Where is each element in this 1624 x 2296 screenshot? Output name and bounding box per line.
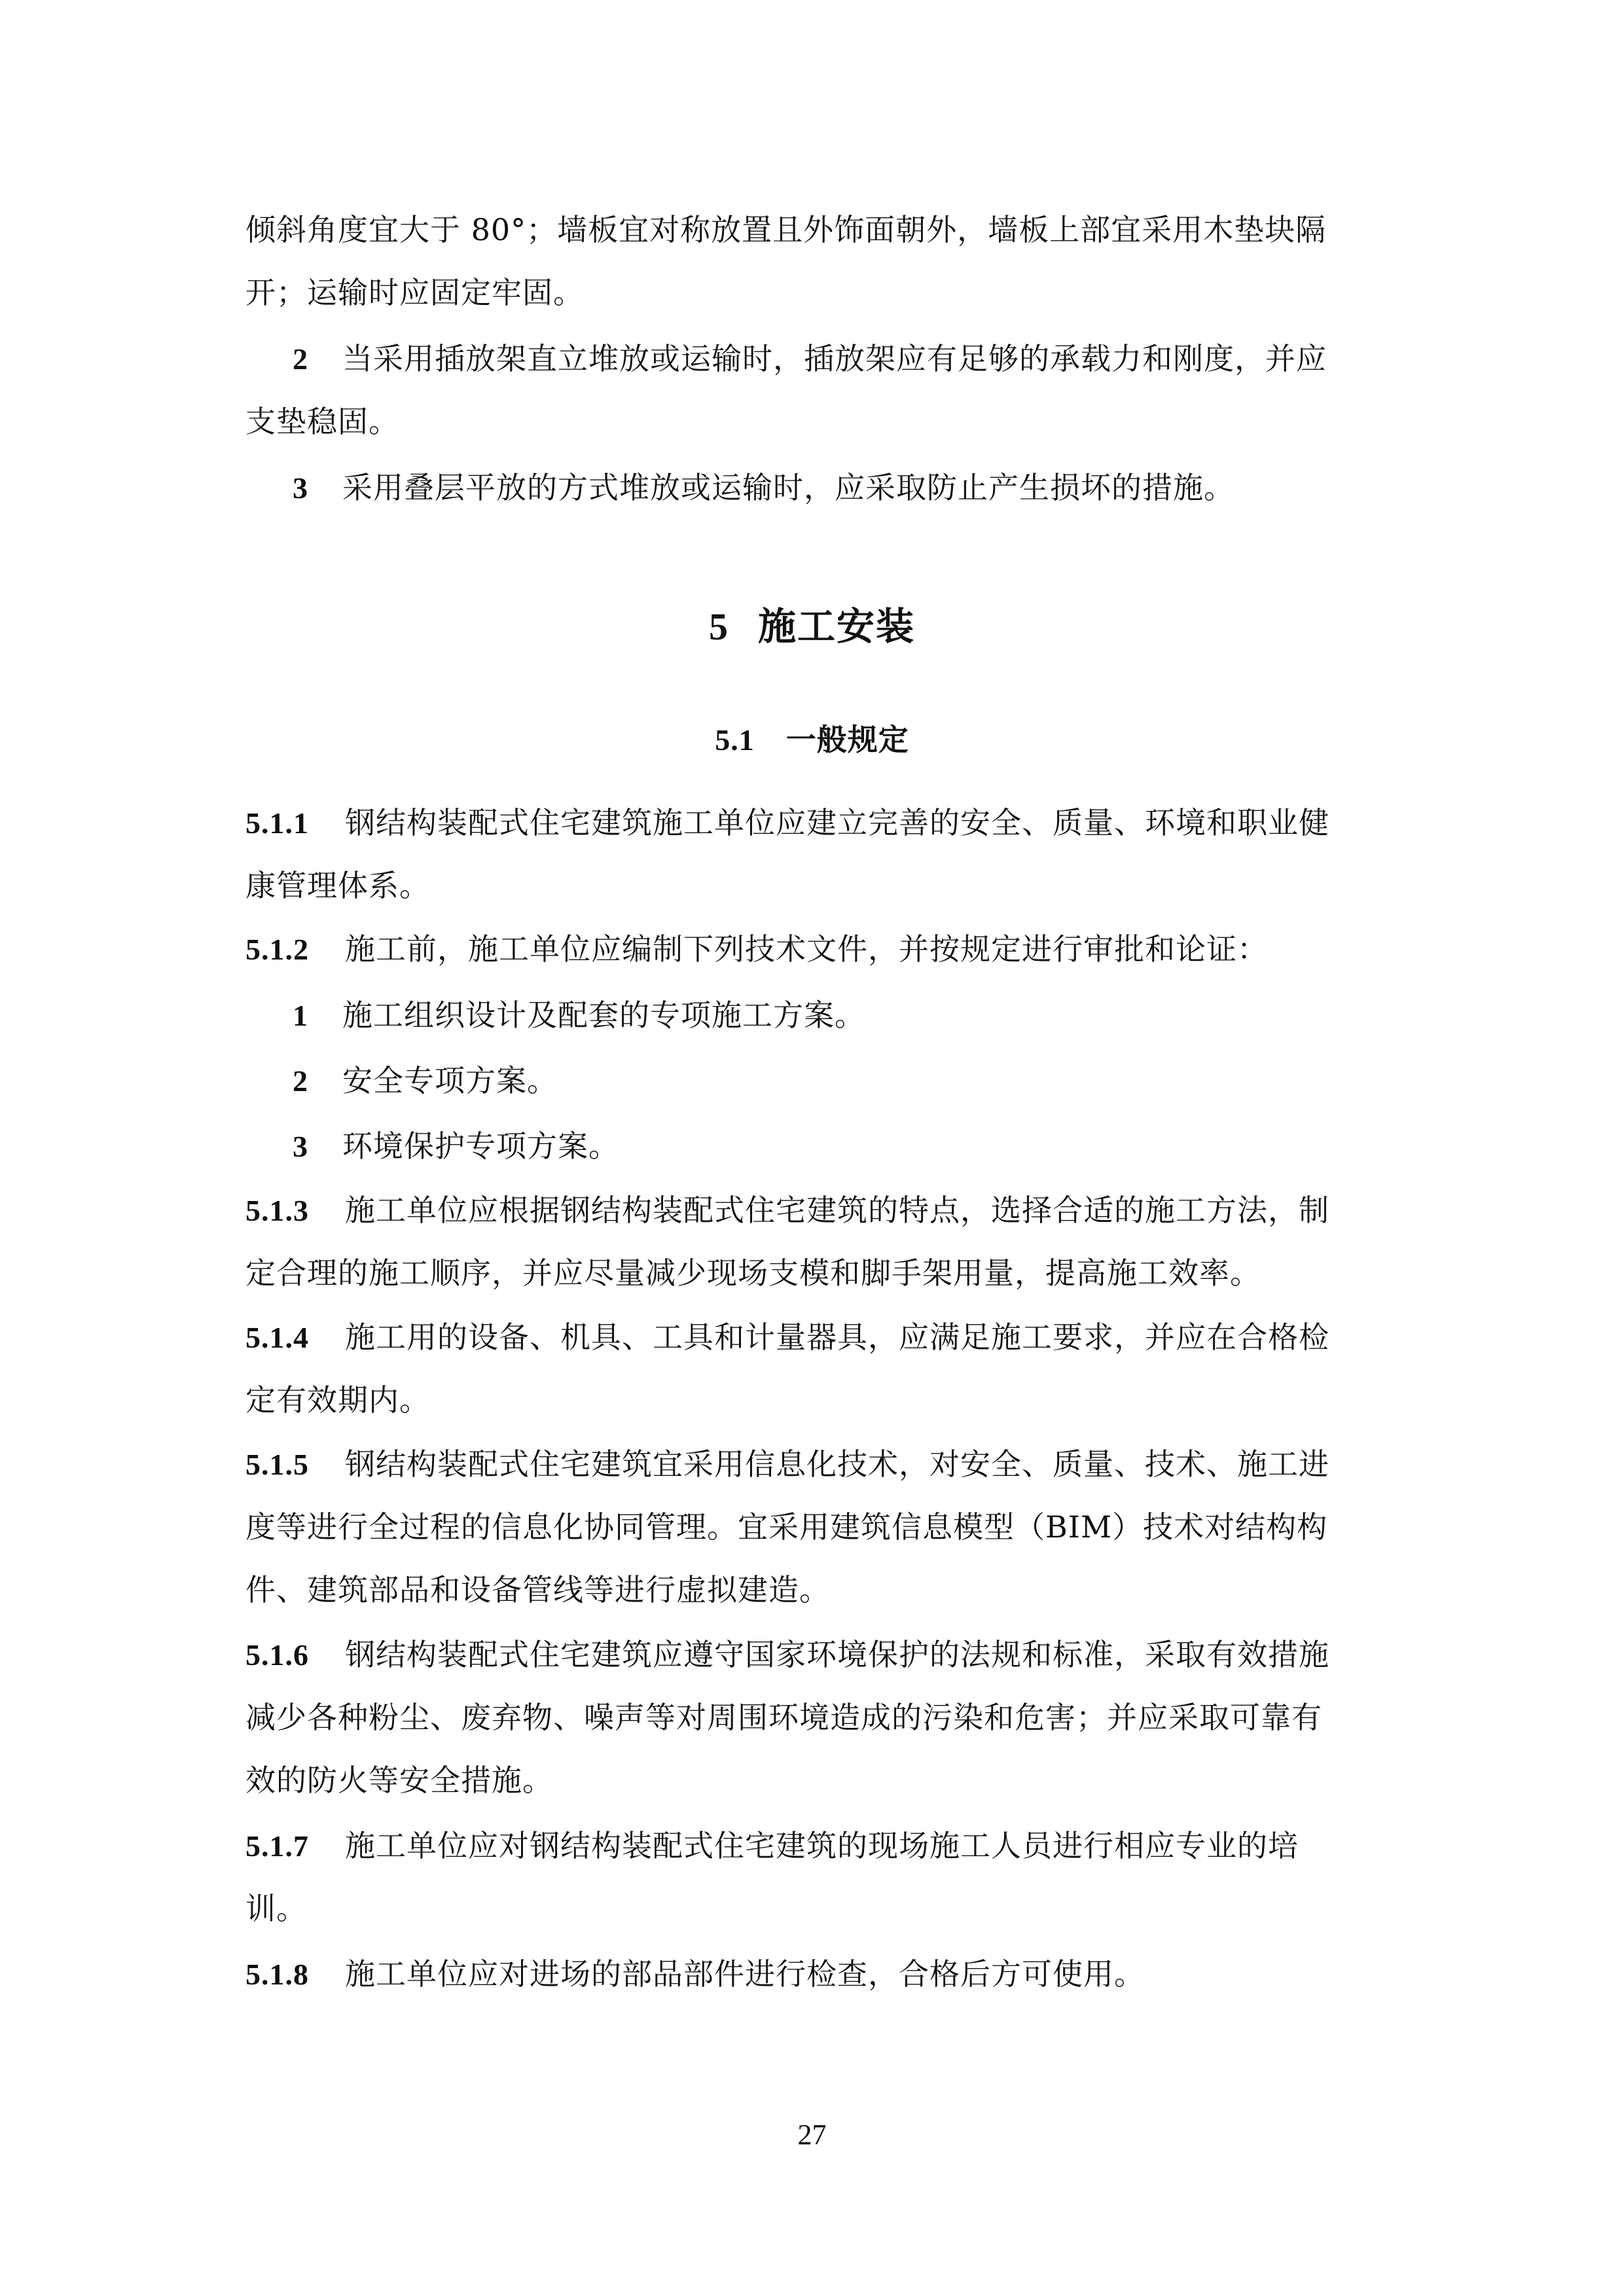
clause-number: 5.1.2	[245, 933, 309, 966]
clause-5-1-1	[245, 805, 1381, 840]
clause-continuation: 训。	[245, 1891, 307, 1926]
item-number: 1	[293, 999, 308, 1032]
clause-number: 5.1.8	[245, 1958, 309, 1991]
clause-number: 5.1.4	[245, 1321, 309, 1354]
section-number: 5.1	[715, 723, 755, 757]
clause-continuation: 件、建筑部品和设备管线等进行虚拟建造。	[245, 1572, 830, 1607]
clause-text: 施工单位应对钢结构装配式住宅建筑的现场施工人员进行相应专业的培	[345, 1828, 1299, 1863]
clause-5-1-4	[245, 1319, 1381, 1355]
section-heading	[0, 722, 1624, 757]
clause-continuation: 康管理体系。	[245, 868, 430, 903]
clause-number: 5.1.1	[245, 806, 309, 840]
item-text: 施工组织设计及配套的专项施工方案。	[342, 997, 865, 1033]
clause-5-1-6	[245, 1637, 1381, 1672]
clause-text: 施工前，施工单位应编制下列技术文件，并按规定进行审批和论证：	[345, 931, 1268, 967]
clause-text: 钢结构装配式住宅建筑施工单位应建立完善的安全、质量、环境和职业健	[345, 805, 1329, 840]
item-text: 当采用插放架直立堆放或运输时，插放架应有足够的承载力和刚度，并应	[342, 341, 1327, 376]
continuation-line-1: 倾斜角度宜大于 80°；墙板宜对称放置且外饰面朝外，墙板上部宜采用木垫块隔	[245, 212, 1327, 247]
clause-5-1-2	[245, 931, 1381, 967]
list-item	[245, 997, 1381, 1033]
section-title: 一般规定	[785, 722, 909, 757]
item-number: 2	[293, 342, 308, 376]
clause-text: 施工用的设备、机具、工具和计量器具，应满足施工要求，并应在合格检	[345, 1319, 1329, 1355]
clause-continuation: 度等进行全过程的信息化协同管理。宜采用建筑信息模型（BIM）技术对结构构	[245, 1509, 1328, 1545]
item-text: 采用叠层平放的方式堆放或运输时，应采取防止产生损坏的措施。	[342, 470, 1235, 505]
clause-5-1-3	[245, 1195, 1381, 1226]
clause-text: 钢结构装配式住宅建筑应遵守国家环境保护的法规和标准，采取有效措施	[345, 1637, 1329, 1672]
item-2-line-2: 支垫稳固。	[245, 404, 399, 439]
clause-number: 5.1.7	[245, 1829, 309, 1863]
item-number: 3	[293, 471, 308, 505]
list-item	[245, 1063, 1381, 1098]
clause-continuation: 减少各种粉尘、废弃物、噪声等对周围环境造成的污染和危害；并应采取可靠有	[245, 1700, 1322, 1735]
page-number: 27	[797, 2119, 827, 2151]
clause-continuation: 效的防火等安全措施。	[245, 1763, 553, 1798]
chapter-heading	[0, 604, 1624, 649]
list-item	[245, 470, 1381, 505]
clause-continuation: 定合理的施工顺序，并应尽量减少现场支模和脚手架用量，提高施工效率。	[245, 1255, 1261, 1291]
clause-5-1-5	[245, 1446, 1381, 1482]
item-text: 环境保护专项方案。	[342, 1128, 619, 1164]
clause-number: 5.1.3	[245, 1194, 309, 1227]
clause-5-1-7	[245, 1828, 1381, 1863]
chapter-title: 施工安装	[757, 604, 915, 649]
clause-text: 施工单位应根据钢结构装配式住宅建筑的特点，选择合适的施工方法，制	[345, 1193, 1329, 1228]
chapter-number: 5	[708, 605, 729, 648]
item-text: 安全专项方案。	[342, 1063, 558, 1098]
clause-number: 5.1.5	[245, 1448, 309, 1481]
clause-5-1-8	[245, 1956, 1381, 1992]
list-item	[245, 1128, 1381, 1164]
list-item	[245, 341, 1381, 376]
clause-text: 钢结构装配式住宅建筑宜采用信息化技术，对安全、质量、技术、施工进	[345, 1446, 1329, 1482]
clause-continuation: 定有效期内。	[245, 1382, 430, 1418]
item-number: 3	[293, 1130, 308, 1163]
clause-number: 5.1.6	[245, 1638, 309, 1672]
clause-text: 施工单位应对进场的部品部件进行检查，合格后方可使用。	[345, 1956, 1145, 1992]
item-number: 2	[293, 1064, 308, 1098]
continuation-line-2: 开；运输时应固定牢固。	[245, 275, 584, 310]
